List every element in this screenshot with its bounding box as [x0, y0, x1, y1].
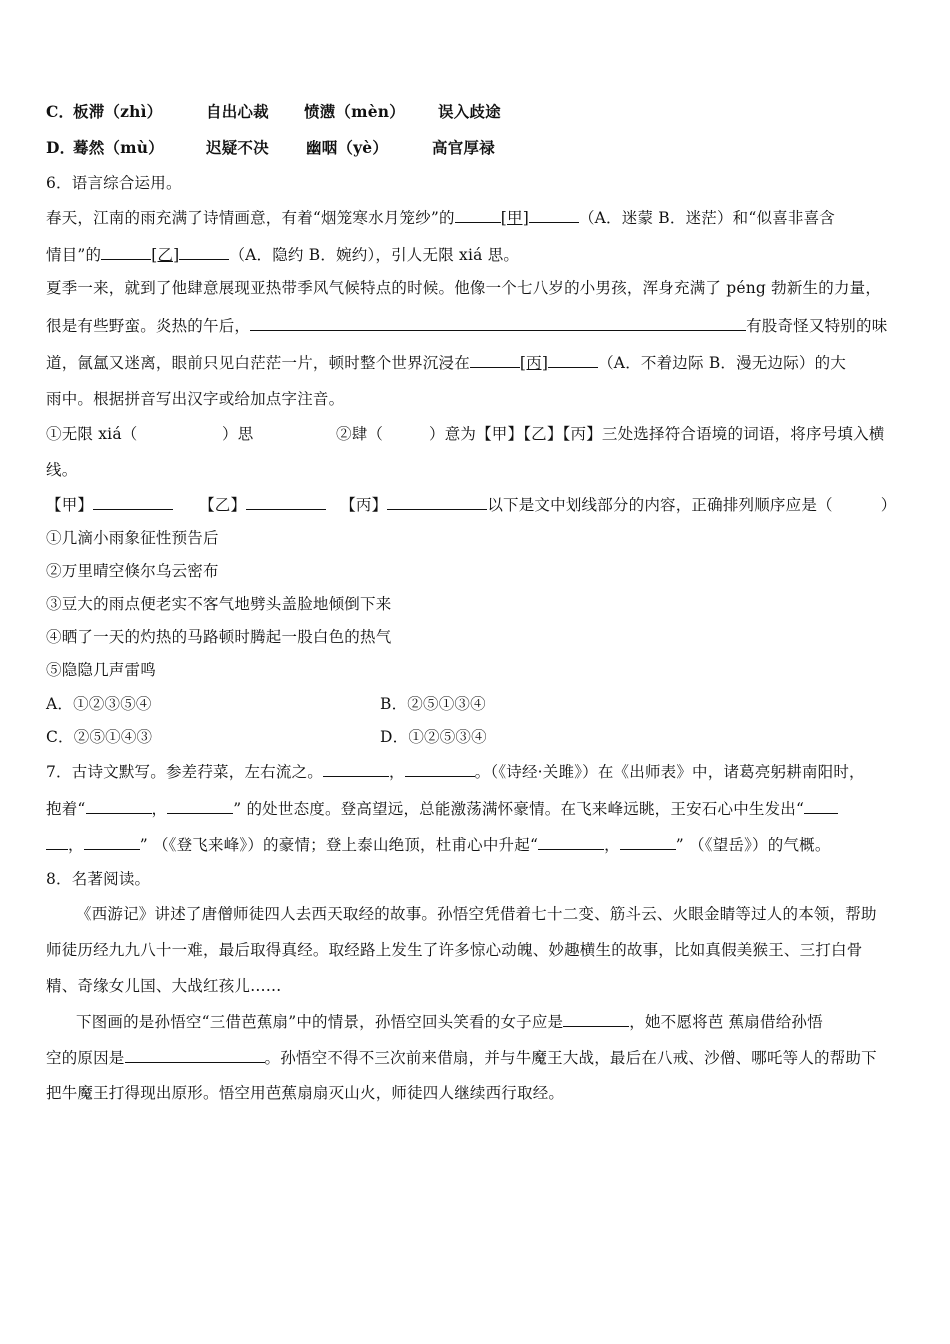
- option-label: D．: [46, 138, 76, 157]
- q7-line: 抱着“ ， ” 的处世态度。登高望远，总能激荡满怀豪情。在飞来峰远眺，王安石心中生发出“: [46, 797, 916, 820]
- option-item: 蓦然（mù）: [73, 138, 164, 157]
- option-item: 愤懑（mèn）: [304, 102, 405, 121]
- choice-d: D．①②⑤③④: [380, 728, 487, 746]
- blank-line: [538, 833, 604, 850]
- q8-title: 8．名著阅读。: [46, 870, 151, 888]
- blank-line: [125, 1046, 265, 1063]
- q6-paragraph-line: 雨中。根据拼音写出汉字或给加点字注音。: [46, 390, 345, 408]
- blank-line: [93, 493, 173, 510]
- q8-paragraph-line: 师徒历经九九八十一难，最后取得真经。取经路上发生了许多惊心动魄、妙趣横生的故事，比如真假美猴王、三打白骨: [46, 941, 863, 959]
- q8-paragraph-line: 《西游记》讲述了唐僧师徒四人去西天取经的故事。孙悟空凭借着七十二变、筋斗云、火眼金睛等过人的本领，帮助: [76, 905, 877, 923]
- q8-paragraph-line: 空的原因是 。孙悟空不得不三次前来借扇，并与牛魔王大战，最后在八戒、沙僧、哪吒等人的帮助下: [46, 1046, 916, 1069]
- blank-line: [246, 493, 326, 510]
- option-item: 高官厚禄: [432, 138, 495, 157]
- q6-paragraph-line: 春天，江南的雨充满了诗情画意，有着“烟笼寒水月笼纱”的 [甲] （A．迷蒙 B．迷茫）和“似喜非喜含: [46, 206, 916, 229]
- blank-line: [179, 243, 229, 260]
- option-item: 迟疑不决: [206, 138, 269, 157]
- q6-title: 6．语言综合运用。: [46, 174, 182, 192]
- option-item: 板滞（zhì）: [73, 102, 163, 121]
- blank-line: [84, 833, 140, 850]
- blank-yi: [乙]: [151, 246, 180, 264]
- blank-line: [470, 351, 520, 368]
- blank-line: [529, 206, 579, 223]
- blank-line: [455, 206, 501, 223]
- q6-subquestion: 线。: [46, 461, 78, 479]
- blank-line: [387, 493, 487, 510]
- q7-line: 7．古诗文默写。参差荇菜，左右流之。 ， 。（《诗经·关雎》）在《出师表》中，诸葛亮躬耕南阳时，: [46, 760, 916, 783]
- q8-paragraph-line: 把牛魔王打得现出原形。悟空用芭蕉扇扇灭山火，师徒四人继续西行取经。: [46, 1084, 565, 1102]
- q6-fill-row: 【甲】 【乙】 【丙】 以下是文中划线部分的内容，正确排列顺序应是（ ）: [46, 493, 916, 516]
- blank-jia: [甲]: [500, 209, 529, 227]
- blank-line: [101, 243, 151, 260]
- document-page: C． 板滞（zhì） 自出心裁 愤懑（mèn） 误入歧途 D． 蓦然（mù） 迟疑不决 幽咽（yè） 高官厚禄 6．语言综合运用。 春天，江南的雨充满了诗情画意，有着“烟笼寒水月笼纱”的 [甲] （A．迷蒙 B．迷茫）和“似喜非喜含 情目”的 [乙] （A．隐约 B．婉约），引人无限 xiá 思。 夏季一来，就到了他肆意展现亚热带季风气候特点的时候。他像一个七八岁的小男孩，浑身充满了 péng 勃新生的力量， 很是有些野蛮。炎热的午后， 有股奇怪又特别的味 道，氤氲又迷离，眼前只见白茫茫一片，顿时整个世界沉浸在 [丙] （A．不着边际 B．漫无边际）的大 雨中。根据拼音写出汉字或给加点字注音。 ①无限 xiá（ ）思 ②肆（ ）意为【甲】【乙】【丙】三处选择符合语境的词语，将序号填入横 线。 【甲】 【乙】 【丙】 以下是文中划线部分的内容，正确排列顺序应是（ ） ①几滴小雨象征性预告后 ②万里晴空倏尔乌云密布 ③豆大的雨点便老实不客气地劈头盖脸地倾倒下来 ④晒了一天的灼热的马路顿时腾起一股白色的热气 ⑤隐隐几声雷鸣 A．①②③⑤④ B．②⑤①③④ C．②⑤①④③ D．①②⑤③④ 7．古诗文默写。参差荇菜，左右流之。 ， 。（《诗经·关雎》）在《出师表》中，诸葛亮躬耕南阳时， 抱着“ ， ” 的处世态度。登高望远，总能激荡满怀豪情。在飞来峰远眺，王安石心中生发出“ ， ” （《登飞来峰》）的豪情；登上泰山绝顶，杜甫心中升起“ ， ” （《望岳》）的气概。 8．名著阅读。 《西游记》讲述了唐僧师徒四人去西天取经的故事。孙悟空凭借着七十二变、筋斗云、火眼金睛等过人的本领，帮助 师徒历经九九八十一难，最后取得真经。取经路上发生了许多惊心动魄、妙趣横生的故事，比如真假美猴王、三打白骨 精、奇缘女儿国、大战红孩儿…… 下图画的是孙悟空“三借芭蕉扇”中的情景，孙悟空回头笑看的女子应是 ，她不愿将芭 蕉扇借给孙悟 空的原因是 。孙悟空不得不三次前来借扇，并与牛魔王大战，最后在八戒、沙僧、哪吒等人的帮助下 把牛魔王打得现出原形。悟空用芭蕉扇扇灭山火，师徒四人继续西行取经。: [0, 0, 950, 1344]
- blank-line: [405, 760, 475, 777]
- blank-bing: [丙]: [519, 354, 549, 372]
- choice-b: B．②⑤①③④: [380, 695, 486, 713]
- q6-paragraph-line: 夏季一来，就到了他肆意展现亚热带季风气候特点的时候。他像一个七八岁的小男孩，浑身充满了 péng 勃新生的力量，: [46, 279, 882, 297]
- q8-paragraph-line: 精、奇缘女儿国、大战红孩儿……: [46, 977, 282, 995]
- blank-line: [804, 797, 838, 814]
- option-item: 自出心裁: [206, 102, 269, 121]
- choice-c: C．②⑤①④③: [46, 728, 153, 746]
- blank-line: [167, 797, 233, 814]
- blank-line: [620, 833, 676, 850]
- option-label: C．: [46, 102, 75, 121]
- list-item: ④晒了一天的灼热的马路顿时腾起一股白色的热气: [46, 628, 392, 646]
- q6-paragraph-line: 很是有些野蛮。炎热的午后， 有股奇怪又特别的味: [46, 314, 916, 337]
- blank-line: [548, 351, 598, 368]
- blank-line: [323, 760, 389, 777]
- list-item: ③豆大的雨点便老实不客气地劈头盖脸地倾倒下来: [46, 595, 392, 613]
- blank-line: [46, 833, 68, 850]
- list-item: ⑤隐隐几声雷鸣: [46, 661, 156, 679]
- list-item: ①几滴小雨象征性预告后: [46, 529, 219, 547]
- list-item: ②万里晴空倏尔乌云密布: [46, 562, 219, 580]
- underlined-passage-blank: [250, 314, 746, 331]
- option-item: 幽咽（yè）: [306, 138, 389, 157]
- q7-line: ， ” （《登飞来峰》）的豪情；登上泰山绝顶，杜甫心中升起“ ， ” （《望岳》）的气概。: [46, 833, 916, 856]
- choice-a: A．①②③⑤④: [46, 695, 152, 713]
- q8-paragraph-line: 下图画的是孙悟空“三借芭蕉扇”中的情景，孙悟空回头笑看的女子应是 ，她不愿将芭 蕉扇借给孙悟: [76, 1010, 916, 1033]
- q6-paragraph-line: 情目”的 [乙] （A．隐约 B．婉约），引人无限 xiá 思。: [46, 243, 916, 266]
- blank-line: [563, 1010, 629, 1027]
- option-item: 误入歧途: [438, 102, 501, 121]
- blank-line: [86, 797, 152, 814]
- q6-paragraph-line: 道，氤氲又迷离，眼前只见白茫茫一片，顿时整个世界沉浸在 [丙] （A．不着边际 B．漫无边际）的大: [46, 351, 916, 374]
